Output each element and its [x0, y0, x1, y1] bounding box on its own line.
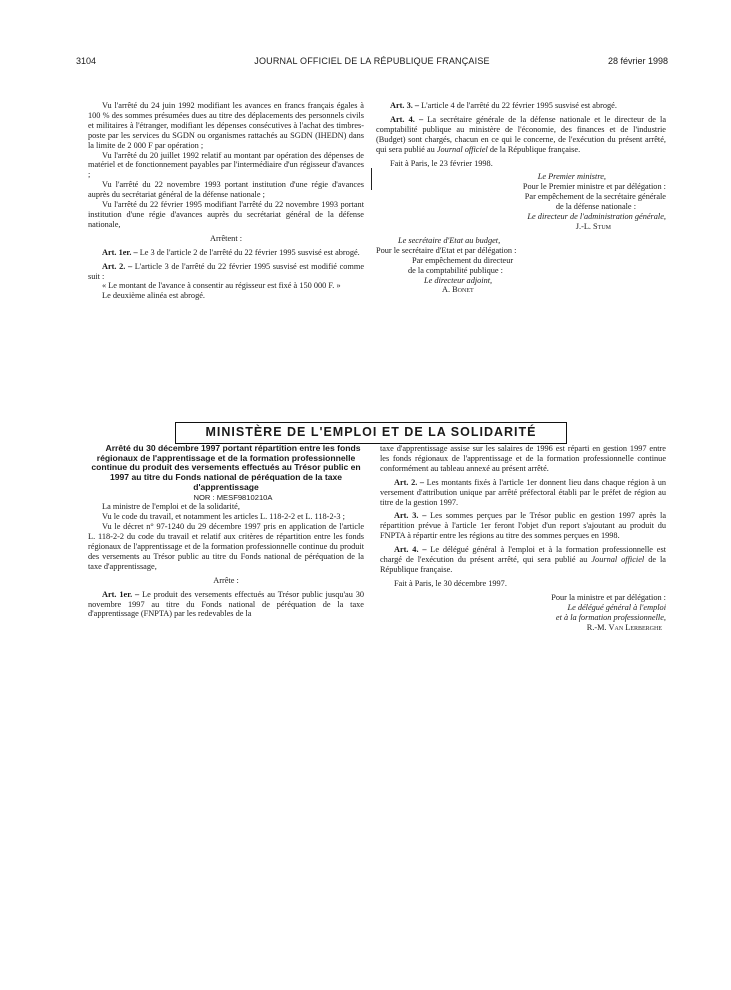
- column-rule: [371, 168, 372, 190]
- journal-reference: Journal officiel: [591, 555, 645, 565]
- article-text: L'article 4 de l'arrêté du 22 février 1995 susvisé est abrogé.: [421, 101, 617, 110]
- article-text: Le 3 de l'article 2 de l'arrêté du 22 février 1995 susvisé est abrogé.: [139, 247, 360, 257]
- abrogation-note: Le deuxième alinéa est abrogé.: [102, 291, 205, 301]
- article-text: de la République française.: [380, 555, 666, 574]
- article-4: [376, 115, 666, 155]
- article-text: La secrétaire générale de la défense nationale et le directeur de la comptabilité publique au ministère de l'économie, des finances et de l'industrie (Budget) sont chargés, chacun en ce qui le concerne, de l'exécution du présent arrêté, qui sera publié au: [376, 114, 667, 154]
- signatory-title: Le délégué général à l'emploi: [567, 602, 666, 612]
- nor-reference: NOR : MESF9810210A: [193, 492, 273, 502]
- article-label: Art. 1er. –: [102, 247, 138, 257]
- visa-paragraph: Vu l'arrêté du 22 novembre 1993 portant institution d'une régie d'avances auprès du secrétariat général de la défense nationale ;: [88, 180, 364, 200]
- signatory-title: Le directeur adjoint,: [424, 275, 493, 285]
- delegation-line: Pour la ministre et par délégation :: [551, 592, 666, 602]
- article-text: Les sommes perçues par le Trésor public en gestion 1997 après la répartition prévue à l'article 1er feront l'objet d'un report s'ajoutant au produit du FNPTA à répartir entre les régions au titre des sommes perçues en 1998.: [380, 511, 667, 541]
- article-1: [88, 248, 364, 258]
- visa-paragraph: Vu l'arrêté du 24 juin 1992 modifiant les avances en francs français égales à 100 % des sommes présumées dues au titre des déplacements des personnels civils et militaires à l'étranger, modifiant les dépenses consécutives à l'achat des timbres-poste par les services du SGDN ou organismes rattachés au SGDN (IHEDN) dans la limite de 2 000 F par opération ;: [88, 101, 364, 150]
- arrete-heading: Arrête :: [213, 575, 239, 585]
- signatory-title: Le directeur de l'administration générale,: [527, 212, 666, 222]
- signatory-name: J.-L. Stum: [575, 221, 611, 231]
- article-text: L'article 3 de l'arrêté du 22 février 1995 susvisé est modifié comme suit :: [88, 261, 364, 281]
- bottom-right-column: [380, 444, 666, 632]
- article-1: [88, 590, 364, 620]
- visa-paragraph: La ministre de l'emploi et de la solidarité,: [102, 502, 240, 512]
- article-label: Art. 3. –: [394, 511, 427, 521]
- delegation-line: Par empêchement du directeur: [412, 255, 514, 265]
- article-3: [380, 511, 666, 541]
- article-text: de la République française.: [489, 144, 581, 154]
- signatory-title: et à la formation professionnelle,: [555, 612, 666, 622]
- visa-paragraph: Vu le décret n° 97-1240 du 29 décembre 1997 pris en application de l'article L. 118-2-2 du code du travail et relatif aux critères de répartition entre les fonds régionaux de l'apprentissage et de la formation professionnelle continue du produit des versements au Trésor public au titre du Fonds national de péréquation de la taxe d'apprentissage,: [88, 522, 364, 571]
- visa-paragraph: Vu le code du travail, et notamment les articles L. 118-2-2 et L. 118-2-3 ;: [102, 512, 345, 522]
- signing-place-date: Fait à Paris, le 23 février 1998.: [390, 158, 493, 168]
- delegation-line: Pour le Premier ministre et par délégation :: [522, 182, 666, 192]
- article-label: Art. 2. –: [394, 477, 425, 487]
- article-text: Le délégué général à l'emploi et à la formation professionnelle est chargé de l'exécution du présent arrêté, qui sera publié au: [380, 545, 667, 565]
- continued-paragraph: taxe d'apprentissage assise sur les salaires de 1996 est réparti en gestion 1997 entre les fonds régionaux de l'apprentissage et de la formation professionnelle continue conformément au tableau annexé au présent arrêté.: [380, 444, 666, 473]
- delegation-line: de la défense nationale :: [555, 202, 636, 212]
- page-header: [76, 56, 668, 70]
- delegation-line: Pour le secrétaire d'Etat et par délégation :: [376, 245, 517, 255]
- journal-title: JOURNAL OFFICIEL DE LA RÉPUBLIQUE FRANÇAISE: [254, 56, 490, 66]
- article-text: Les montants fixés à l'article 1er donnent lieu dans chaque région à un versement d'attribution unique par arrêté préfectoral établi par le préfet de région au titre de la gestion 1997.: [380, 477, 666, 507]
- article-label: Art. 3. –: [390, 101, 420, 110]
- ministry-banner: MINISTÈRE DE L'EMPLOI ET DE LA SOLIDARITÉ: [175, 422, 567, 444]
- quoted-amount: « Le montant de l'avance à consentir au régisseur est fixé à 150 000 F. »: [102, 281, 341, 291]
- article-label: Art. 4. –: [394, 545, 427, 555]
- delegation-line: Par empêchement de la secrétaire générale: [524, 192, 666, 202]
- arretent-heading: Arrêtent :: [209, 233, 243, 243]
- decree-title: Arrêté du 30 décembre 1997 portant répartition entre les fonds régionaux de l'apprentissage et de la formation professionnelle continue du produit des versements effectués au Trésor public en 1997 au titre du Fonds national de péréquation de la taxe d'apprentissage: [91, 443, 361, 492]
- signatory-title: Le Premier ministre,: [537, 172, 606, 182]
- visa-paragraph: Vu l'arrêté du 22 février 1995 modifiant l'arrêté du 22 novembre 1993 portant institution d'une régie d'avances auprès du secrétariat général de la défense nationale,: [88, 200, 364, 229]
- article-3: [376, 101, 666, 111]
- article-label: Art. 4. –: [390, 114, 424, 124]
- top-left-column: [88, 101, 364, 301]
- article-text: Le produit des versements effectués au Trésor public jusqu'au 30 novembre 1997 au titre du Fonds national de péréquation de la taxe d'apprentissage (FNPTA) par les redevables de la: [88, 589, 364, 619]
- page-number: 3104: [76, 56, 97, 66]
- delegation-line: de la comptabilité publique :: [408, 265, 503, 275]
- visa-paragraph: Vu l'arrêté du 20 juillet 1992 relatif au montant par opération des dépenses de matériel et de fonctionnement payables par l'intermédiaire d'un régisseur d'avances ;: [88, 150, 364, 180]
- top-right-column: [376, 101, 666, 295]
- article-label: Art. 1er. –: [102, 589, 140, 599]
- issue-date: 28 février 1998: [607, 56, 668, 66]
- article-2: [88, 262, 364, 282]
- bottom-left-column: [88, 444, 364, 619]
- article-2: [380, 478, 666, 508]
- signatory-name: A. Bonet: [442, 285, 474, 295]
- signing-place-date: Fait à Paris, le 30 décembre 1997.: [394, 578, 507, 588]
- signatory-title: Le secrétaire d'Etat au budget,: [398, 235, 501, 245]
- article-label: Art. 2. –: [102, 261, 133, 271]
- article-4: [380, 545, 666, 575]
- journal-reference: Journal officiel: [436, 144, 488, 154]
- signatory-name: R.-M. Van Lerberghe: [586, 622, 662, 632]
